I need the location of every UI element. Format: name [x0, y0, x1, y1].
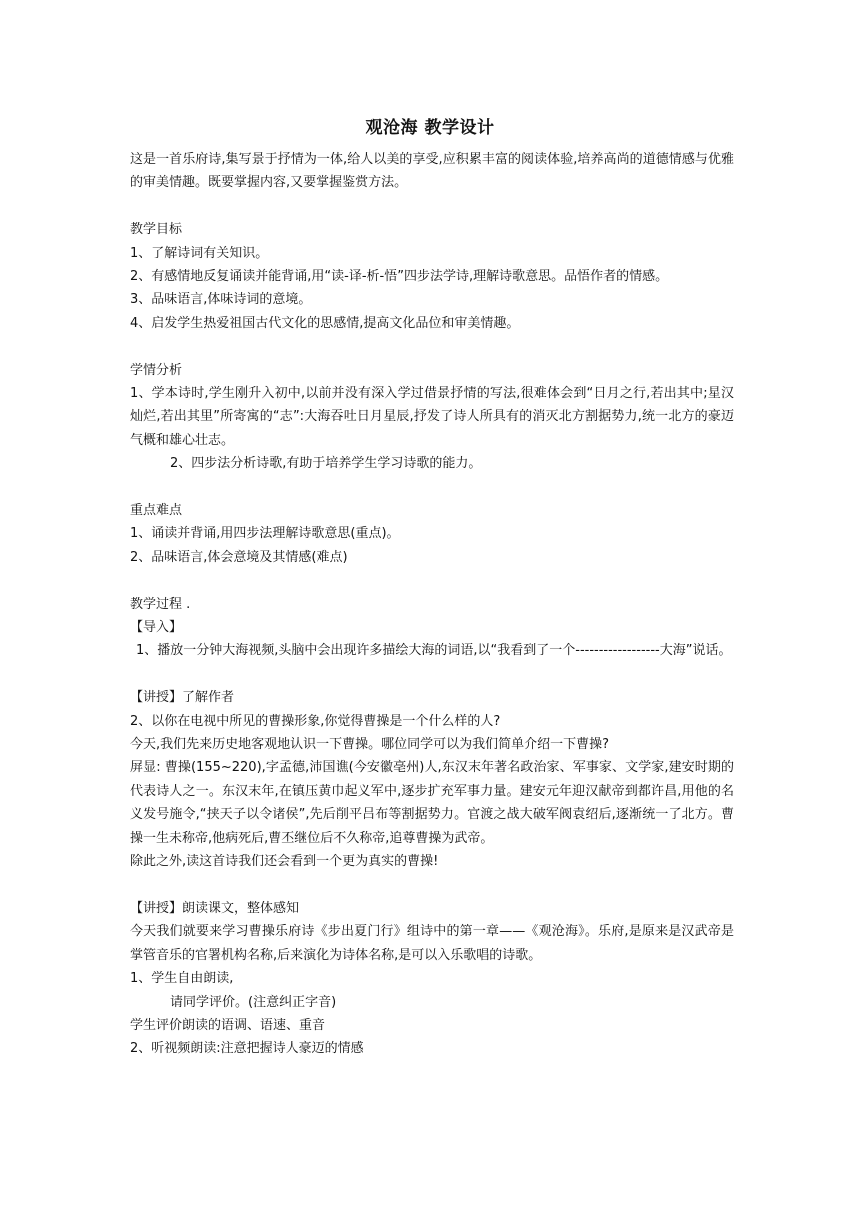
author-screen-text: 屏显: 曹操(155~220),字孟德,沛国谯(今安徽亳州)人,东汉末年著名政治家、军事家、文学家,建安时期的代表诗人之一。东汉末年,在镇压黄巾起义军中,逐步扩充军事力量。建安元年迎汉献帝到都许昌,用他的名义发号施令,“挟天子以令诸侯”,先后削平吕布等割据势力。官渡之战大破军阀袁绍后,逐渐统一了北方。曹操一生未称帝,他病死后,曹丕继位后不久称帝,追尊曹操为武帝。 [130, 760, 734, 846]
author-today: 今天,我们先来历史地客观地认识一下曹操。哪位同学可以为我们简单介绍一下曹操? [130, 737, 610, 753]
read-step-sub: 请同学评价。(注意纠正字音) [170, 994, 337, 1010]
goals-heading: 教学目标 [130, 222, 183, 238]
spacer [130, 663, 734, 686]
read-eval: 学生评价朗读的语调、语速、重音 [130, 1017, 326, 1033]
spacer [130, 874, 734, 897]
intro-section-heading: 【导入】 [130, 620, 183, 636]
key-item: 2、品味语言,体会意境及其情感(难点) [130, 549, 348, 565]
intro-section-text: 1、播放一分钟大海视频,头脑中会出现许多描绘大海的词语,以“我看到了一个------------------大海”说话。 [136, 643, 732, 659]
author-section-heading: 【讲授】了解作者 [130, 690, 235, 706]
spacer [130, 335, 734, 358]
analysis-paragraph: 1、学本诗时,学生刚升入初中,以前并没有深入学过借景抒情的写法,很难体会到“日月之行,若出其中;星汉灿烂,若出其里”所寄寓的“志”:大海吞吐日月星辰,抒发了诗人所具有的消灭北方割据势力,统一北方的豪迈气概和雄心壮志。 [130, 386, 734, 448]
spacer [130, 476, 734, 499]
key-item: 1、诵读并背诵,用四步法理解诗歌意思(重点)。 [130, 526, 400, 542]
spacer [130, 195, 734, 218]
goal-item: 1、了解诗词有关知识。 [130, 245, 269, 261]
key-heading: 重点难点 [130, 503, 183, 519]
goal-item: 4、启发学生热爱祖国古代文化的思感情,提高文化品位和审美情趣。 [130, 315, 520, 331]
analysis-paragraph: 2、四步法分析诗歌,有助于培养学生学习诗歌的能力。 [170, 456, 482, 472]
read-section-heading: 【讲授】朗读课文，整体感知 [130, 900, 300, 916]
document-body [130, 148, 734, 1061]
intro-paragraph: 这是一首乐府诗,集写景于抒情为一体,给人以美的享受,应积累丰富的阅读体验,培养高尚的道德情感与优雅的审美情趣。既要掌握内容,又要掌握鉴赏方法。 [130, 152, 734, 191]
read-step: 1、学生自由朗读, [130, 971, 234, 987]
read-step: 2、听视频朗读:注意把握诗人豪迈的情感 [130, 1041, 364, 1057]
goal-item: 2、有感情地反复诵读并能背诵,用“读-译-析-悟”四步法学诗,理解诗歌意思。品悟作者的情感。 [130, 269, 669, 285]
author-question: 2、以你在电视中所见的曹操形象,你觉得曹操是一个什么样的人? [130, 713, 501, 729]
goal-item: 3、品味语言,体味诗词的意境。 [130, 292, 312, 308]
analysis-heading: 学情分析 [130, 362, 183, 378]
spacer [130, 569, 734, 592]
read-intro: 今天我们就要来学习曹操乐府诗《步出夏门行》组诗中的第一章——《观沧海》。乐府,是原来是汉武帝是掌管音乐的官署机构名称,后来演化为诗体名称,是可以入乐歌唱的诗歌。 [130, 924, 734, 963]
process-heading: 教学过程 . [130, 596, 191, 612]
author-more: 除此之外,读这首诗我们还会看到一个更为真实的曹操! [130, 854, 439, 870]
document-title: 观沧海 教学设计 [365, 118, 495, 138]
